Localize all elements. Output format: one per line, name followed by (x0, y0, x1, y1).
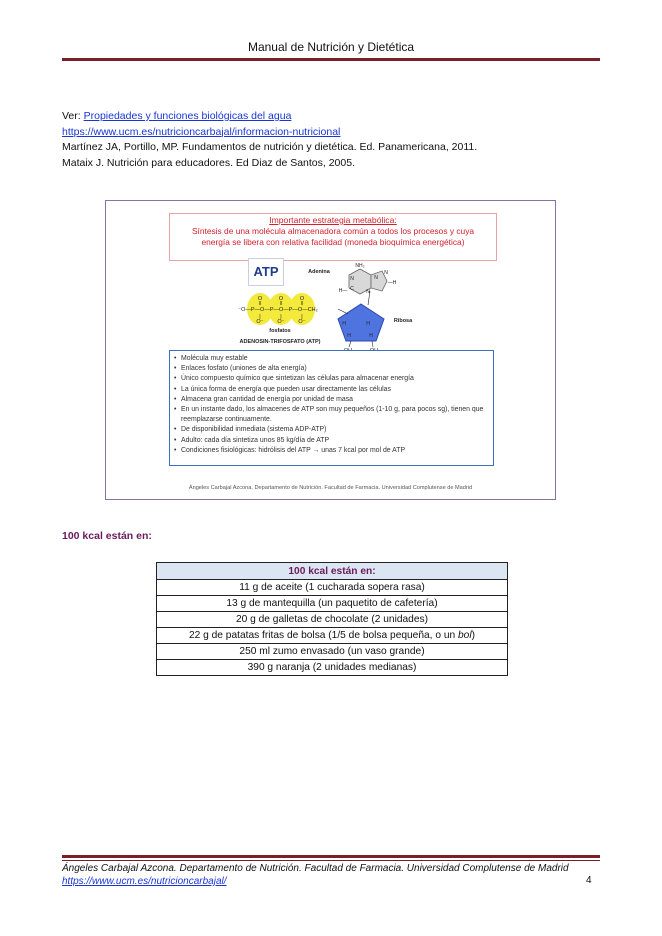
svg-text:N: N (384, 270, 388, 276)
svg-text:|: | (259, 314, 261, 320)
table-cell: 11 g de aceite (1 cucharada sopera rasa) (157, 580, 508, 596)
header-rule (62, 58, 600, 61)
svg-text:O: O (278, 296, 284, 302)
reference-martinez: Martínez JA, Portillo, MP. Fundamentos de nutrición y dietética. Ed. Panamericana, 2011. (62, 141, 478, 153)
table-cell-emphasis: bol (458, 630, 472, 641)
atp-structure-diagram (106, 201, 555, 351)
table-row (157, 644, 508, 660)
figure-caption: Ángeles Carbajal Azcona. Departamento de Nutrición. Facultad de Farmacia. Universidad Complutense de Madrid (188, 485, 473, 491)
svg-text:C: C (350, 286, 354, 292)
page-header-title: Manual de Nutrición y Dietética (247, 40, 415, 54)
table-cell-text-end: ) (471, 630, 476, 641)
table-row (157, 628, 508, 644)
ribose-label: Ribosa (393, 318, 413, 324)
table-cell: 13 g de mantequilla (un paquetito de cafetería) (157, 596, 508, 612)
table-row (157, 596, 508, 612)
references-block (62, 109, 602, 171)
svg-text:H: H (366, 321, 370, 327)
table-header-row (157, 563, 508, 580)
atp-fact-item: • De disponibilidad inmediata (sistema ADP-ATP) (181, 425, 489, 435)
svg-text:OH: OH (369, 348, 379, 351)
svg-text:NH₂: NH₂ (355, 263, 365, 269)
adenine-label: Adenina (308, 269, 330, 275)
strategy-line-1: Síntesis de una molécula almacenadora común a todos los procesos y cuya (191, 226, 475, 236)
svg-text:O⁻: O⁻ (277, 319, 285, 325)
section-heading: 100 kcal están en: (62, 530, 152, 542)
table-cell-text: 22 g de patatas fritas de bolsa (1/5 de bolsa pequeña, o un (188, 630, 459, 641)
atp-fact-item: • Molécula muy estable (181, 354, 489, 364)
svg-text:O: O (299, 296, 305, 302)
svg-text:‖: ‖ (279, 301, 283, 307)
water-properties-link[interactable]: Propiedades y funciones biológicas del agua (83, 110, 292, 122)
table-cell: 20 g de galletas de chocolate (2 unidades) (157, 612, 508, 628)
phosphates-label: fosfatos (269, 328, 291, 334)
footer-rule (62, 855, 600, 858)
svg-text:H: H (342, 321, 346, 327)
atp-fact-item: • Enlaces fosfato (uniones de alta energía) (181, 364, 489, 374)
strategy-line-2: energía se libera con relativa facilidad (moneda bioquímica energética) (201, 237, 465, 247)
reference-see-line (62, 109, 602, 125)
svg-text:‖: ‖ (258, 301, 262, 307)
reference-mataix: Mataix J. Nutrición para educadores. Ed Diaz de Santos, 2005. (62, 156, 355, 169)
atp-fact-item: • Almacena gran cantidad de energía por unidad de masa (181, 395, 489, 405)
svg-text:O: O (257, 296, 263, 302)
atp-fact-item: • Adulto: cada día sintetiza unos 85 kg/día de ATP (181, 436, 489, 446)
see-label: Ver: (62, 110, 84, 122)
svg-text:N: N (374, 275, 378, 281)
svg-text:H: H (347, 333, 351, 339)
table-cell: 390 g naranja (2 unidades medianas) (157, 660, 508, 676)
table-row (157, 580, 508, 596)
atp-figure (105, 200, 556, 500)
svg-text:H—: H— (338, 288, 348, 294)
footer-author-line: Ángeles Carbajal Azcona. Departamento de Nutrición. Facultad de Farmacia. Universidad Complutense de Madrid (62, 863, 569, 874)
table-cell (157, 628, 508, 644)
svg-text:|: | (280, 314, 282, 320)
svg-text:O⁻: O⁻ (298, 319, 306, 325)
svg-text:OH: OH (343, 348, 353, 351)
atp-badge: ATP (248, 258, 284, 286)
svg-text:N: N (366, 289, 370, 295)
molecule-name-label: ADENOSIN-TRIFOSFATO (ATP) (239, 339, 321, 345)
footer-url-link[interactable]: https://www.ucm.es/nutricioncarbajal/ (62, 876, 227, 887)
atp-facts-list (174, 354, 489, 456)
atp-facts-box (169, 350, 494, 466)
footer-rule-thin (62, 860, 600, 861)
strategy-title: Importante estrategia metabólica: (269, 215, 397, 225)
nutrition-info-link[interactable]: https://www.ucm.es/nutricioncarbajal/informacion-nutricional (62, 125, 341, 138)
page-number: 4 (586, 875, 592, 886)
atp-fact-item: • Único compuesto químico que sintetizan las células para almacenar energía (181, 374, 489, 384)
footer (62, 862, 602, 888)
kcal-table-body (157, 580, 508, 676)
table-cell: 250 ml zumo envasado (un vaso grande) (157, 644, 508, 660)
atp-fact-item: • En un instante dado, los almacenes de ATP son muy pequeños (1-10 g, para pocos sg), tienen que reemplazarse continuamente. (181, 405, 489, 425)
table-row (157, 660, 508, 676)
svg-text:‖: ‖ (300, 301, 304, 307)
table-header-cell: 100 kcal están en: (157, 563, 508, 580)
svg-text:|: | (301, 314, 303, 320)
kcal-table (156, 562, 508, 676)
atp-fact-item: • La única forma de energía que pueden usar directamente las células (181, 385, 489, 395)
table-row (157, 612, 508, 628)
svg-text:N: N (350, 276, 354, 282)
svg-text:H: H (369, 333, 373, 339)
svg-text:O⁻: O⁻ (256, 319, 264, 325)
svg-text:—H: —H (387, 280, 397, 286)
atp-fact-item: • Condiciones fisiológicas: hidrólisis del ATP → unas 7 kcal por mol de ATP (181, 446, 489, 456)
svg-text:⁻O—P—O—P—O—P—O—CH₂: ⁻O—P—O—P—O—P—O—CH₂ (238, 307, 318, 313)
